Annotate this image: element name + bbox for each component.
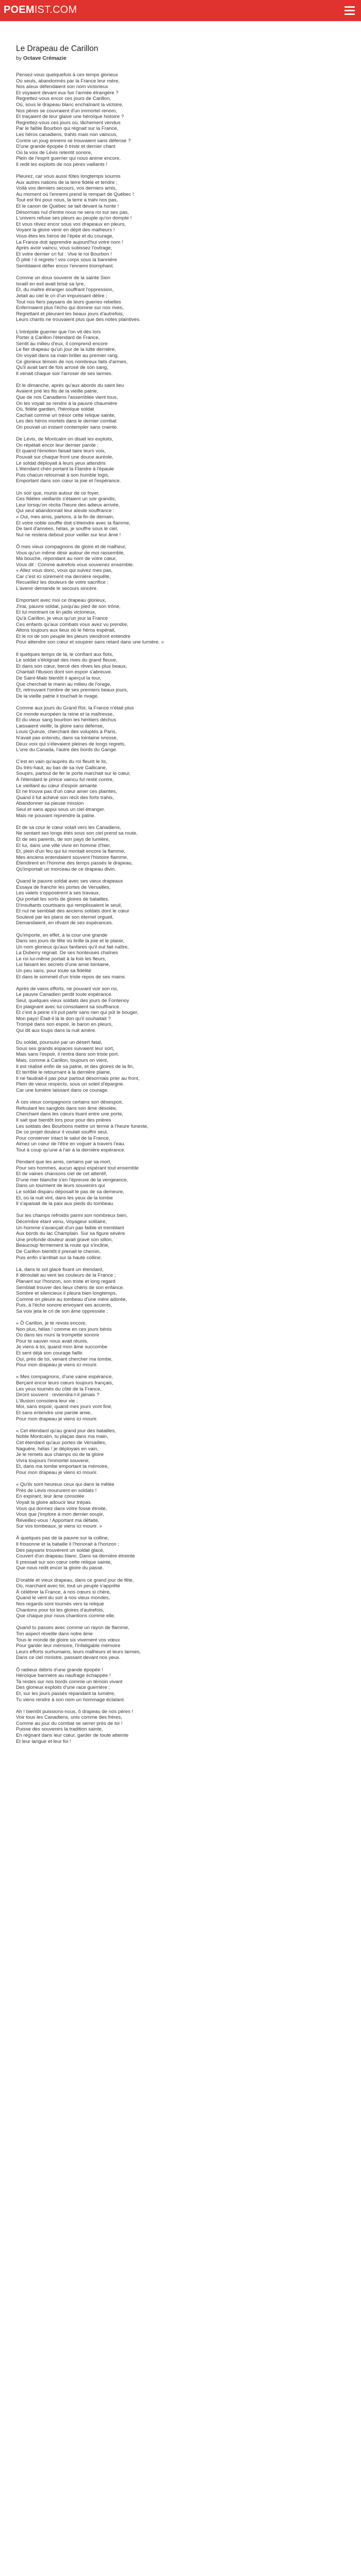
stanza [16, 383, 346, 431]
poem-line: De Carillon bientôt il prenait le chemin, [16, 1248, 101, 1255]
poem-line: Trompé dans son espoir, le baron en pleurs, [16, 1022, 113, 1028]
poem-line: Qu'importait un morceau de ce drapeau divin. [16, 866, 116, 872]
poem-line: Et ne trouva pas d'un cœur amer ces plaintes, [16, 789, 117, 795]
poem-line: En expirant, leur âme consolée [16, 1494, 85, 1500]
poem-line: Diront souvent : reviendra-t-il jamais ? [16, 1392, 100, 1398]
stanza [16, 1709, 346, 1745]
poem-line: Et vous rêvez encor sous vos drapeaux en pleurs, [16, 221, 126, 227]
poem-line: En régnant dans leur cœur, garder de toute atteinte [16, 1733, 129, 1739]
poem-line: Planant sur l'horizon, son triste et long regard [16, 1278, 116, 1284]
poem-line: Je viens à toi, quand mon âme succombe [16, 1344, 108, 1350]
poem-line: Comme au jour du combat se serrer près de toi ! [16, 1720, 123, 1726]
poem-line: Porter à Carillon l'étendard de France, [16, 335, 100, 341]
poem-line: Tout à coup qu'une à l'air à la dernière espérance. [16, 1147, 126, 1153]
poem-line: N'avait pas entendu, dans sa lointaine ivresse, [16, 735, 118, 741]
poem-line: Comme un doux souvenir de la sainte Sion [16, 275, 110, 281]
poem-line: Dans ce ciel ministre, passant devant nos yeux. [16, 1655, 121, 1661]
poem-line: Tout nos fiers paysans de leurs guerres rebelles [16, 299, 121, 305]
stanza [16, 598, 346, 646]
poem-line: Sous ses grands espaces suivaient leur sort, [16, 1045, 114, 1052]
poem-line: Et de sa cour le cœur volait vers les Canadiens, [16, 824, 121, 831]
poem-line: D'une grande épopée ô triste et dernier chant [16, 144, 116, 150]
poem-line: Et dans le sommeil d'un triste repos de ses mains. [16, 974, 126, 980]
poem-line: Couvert d'un drapeau blanc. Dans sa dernière étreinte [16, 1553, 135, 1560]
poem-line: Demandaient, en rêvant de ses espérances. [16, 920, 113, 926]
poem-line: Et terrible le retournant à la dernière plaine, [16, 1070, 111, 1076]
poem-line: Qui seul abandonnait leur aïeule souffrance : [16, 508, 114, 514]
poem-line: Étendirent en l'homme des temps passés le drapeau, [16, 860, 133, 867]
poem-line: Héroïque bannière au naufrage échappée ! [16, 1673, 111, 1679]
poem-line: Pour te sauver nous avait réunis. [16, 1338, 89, 1344]
poem-line: Il déroulait au vent les couleurs de la France ; [16, 1273, 116, 1279]
stanza [16, 1535, 346, 1571]
poem-line: Sa voix jeta le cri de son âme oppressée : [16, 1308, 108, 1314]
poem-line: Pour garder leur mémoire, l'infatigable mémoire [16, 1643, 121, 1649]
poem-line: Et, plein d'un feu qui lui montait encore la flamme, [16, 849, 125, 855]
poem-line: Ô radieux débris d'une grande épopée ! [16, 1667, 103, 1673]
poem-line: Laissaient vieillir, la gloire sans défense, [16, 723, 104, 729]
poem-line: Regrettez-vous encor ces jours de Carillon, [16, 96, 111, 102]
poem-line: À l'étendard le prince vaincu fut resté contre, [16, 777, 114, 783]
poem-line: Le soldat s'éloignait des rives du grand fleuve, [16, 657, 118, 664]
poem-line: À ces vieux compagnons certains son désespoir, [16, 1099, 123, 1106]
poem-line: Voyait la gloire adoucir leur trépas. [16, 1499, 92, 1505]
poem-line: Où, marchant avec toi, tout un peuple s'apprête [16, 1583, 120, 1589]
poem-line: « Ô Carillon, je te revois encore, [16, 1320, 87, 1327]
stanza [16, 490, 346, 538]
poem-line: Le vieillard au cœur d'espoir aimante [16, 783, 97, 789]
stanza [16, 1482, 346, 1530]
poem-line: Semblaient défier encor l'ennemi triomphant. [16, 263, 114, 269]
poem-line: L'illusion consolera leur vie ; [16, 1398, 78, 1404]
poem-line: Aimez un cœur de l'être en voguer à travers l'eau. [16, 1141, 126, 1147]
poem-line: Dans ses jours de fête où brille la joie et le plaisir, [16, 938, 125, 944]
poem-line: Puisse des souvenirs la tradition sainte, [16, 1726, 103, 1733]
poem-line: D'une mer blanche s'en l'épreuve de la vengeance, [16, 1177, 128, 1183]
stanza [16, 1428, 346, 1476]
poem-line: J'irai, pauvre soldat, jusqu'au pied de son trône, [16, 603, 121, 609]
poem-line: Ton aspect réveille dans notre âme [16, 1631, 93, 1637]
poem-line: On les voyait se rendre à la pauvre chaumière [16, 400, 118, 406]
poem-line: Qu'à Carillon, je veux qu'un jour la France [16, 616, 108, 622]
poem-line: Et le dimanche, après qu'aux abords du saint lieu [16, 382, 124, 388]
poem-line: Et, retrouvant l'ombre de ses premiers beaux jours, [16, 687, 128, 693]
poem-line: Beaucoup fermement la route qui s'incline, [16, 1243, 110, 1249]
poem-line: Emportant dans son cœur la joie et l'espérance. [16, 478, 121, 484]
poem-line: Le soldat disparu déposait le pas de sa demeure, [16, 1189, 124, 1195]
poem-line: Où, fidèle gardien, l'héroïque soldat [16, 406, 94, 413]
poem-line: Le fier drapeau qu'un jour de la lutte dernière, [16, 347, 116, 353]
poem-line: Un soir que, munis autour de ce foyer, [16, 490, 100, 496]
poem-line: L'univers refuse ses pleurs au peuple qu'on dompte ! [16, 215, 132, 222]
poem-line: Tu viens rendre à son nom un hommage éclatant. [16, 1697, 125, 1703]
poem-line: Au moment où l'ennemi prend le rempart de Québec ! [16, 191, 134, 197]
poem-line: Où seuls, abandonnés par la France leur mère, [16, 78, 120, 84]
poem-line: Et le canon de Québec se tait devant la honte ! [16, 204, 119, 210]
poem-line: Après avoir vaincu, vous subissez l'outrage, [16, 245, 112, 251]
poem-line: Cet étendard qu'aux portes de Versailles, [16, 1439, 107, 1446]
poem-line: Et voyaient devant eux fuir l'armée étrangère ? [16, 90, 119, 96]
poem-line: Décembre étant venu, Voyageur solitaire, [16, 1219, 107, 1225]
poem-line: Il sait que bientôt lors pour pour des prières [16, 1117, 111, 1123]
poem-line: Les valets s'opposèrent à ses travaux, [16, 890, 100, 896]
poem-line: Cachait comme un trésor cette relique sainte, [16, 412, 116, 418]
poem-line: Quand tu passes avec comme un rayon de flamme, [16, 1625, 129, 1631]
poem-line: Et nul ne semblait des anciens soldats dont le cœur [16, 908, 129, 914]
stanza [16, 329, 346, 377]
poem-line: Il s'apaisait de la paix aux pieds du tombeau. [16, 1201, 114, 1207]
poem-line: Sur les champs refroidis parmi son nombreux bien, [16, 1213, 128, 1219]
poem-line: Tous le monde de gloire six vivement vos vœux [16, 1637, 120, 1643]
poem-line: Comme aux jours du Grand Roi, la France n'était plus [16, 705, 134, 711]
poem-line: Avaient prié les fils de la vieille patrie, [16, 388, 99, 395]
stanza [16, 1578, 346, 1619]
poem-line: Ô mes vieux compagnons de gloire et de malheur, [16, 544, 126, 550]
poem-line: Qu'il avait tant de fois arrosé de son sang, [16, 365, 108, 371]
menu-bar-top [344, 6, 355, 8]
poem-line: À quelques pas de la pauvre sur la colline, [16, 1535, 109, 1541]
poem-line: Et sans entendre une parole amie, [16, 1410, 92, 1416]
poem-line: De ce projet douleur il voulait souffrir seul, [16, 1129, 108, 1136]
poem-line: Et de ses parents, de son pays de lumière, [16, 837, 110, 842]
poem-line: Vous que j'implore à mon dernier soupir, [16, 1512, 104, 1518]
poem-line: Par le faible Bourbon qui régnait sur la France, [16, 126, 119, 132]
poem-line: Et, du maître étranger souffrant l'oppression, [16, 287, 114, 293]
menu-bar-bottom [344, 13, 355, 15]
poem-line: Qu'importe, en effet, à la cour une grande [16, 932, 108, 938]
poem-line: Noble Montcalm, tu plaças dans ma main, [16, 1434, 108, 1440]
poem-line: Et traçaient de leur glaive une héroïque histoire ? [16, 114, 124, 120]
poem-line: Un homme s'avançait d'un pas faible et tremblant [16, 1225, 124, 1231]
stanza [16, 1625, 346, 1661]
hamburger-menu-icon[interactable] [343, 4, 356, 16]
poem-line: La France doit apprendre aujourd'hui votre nom ! [16, 239, 123, 245]
poem-line: Israël en exil avait brisé sa lyre, [16, 281, 85, 287]
poem-line: Jetait au ciel le cri d'un impuissant délire ; [16, 293, 107, 299]
poem-line: Il quelques temps de là, le confiant aux flots, [16, 651, 113, 657]
poem-line: Lui faisant les secrets d'une amie lointaine, [16, 962, 110, 968]
stanza [16, 825, 346, 873]
poem-line: Que cherchait le marin au milieu de l'orage, [16, 681, 111, 687]
poem-line: On voyait dans sa main briller au premier rang. [16, 352, 119, 359]
poem-line: Et, dans ma tombe emportant ta mémoire, [16, 1464, 109, 1470]
poem-line: Après de vains efforts, ne pouvant voir son roi, [16, 986, 118, 992]
poem-line: Que chaque jour nous chantions comme elle. [16, 1613, 116, 1619]
poem-line: Oui, près de toi, venant chercher ma tombe, [16, 1356, 113, 1362]
poem-title: Le Drapeau de Carillon [16, 44, 99, 53]
poem-line: Près de Lévis moururent en soldats ! [16, 1487, 97, 1494]
poem-line: Ce glorieux témoin de nos nombreux faits d'armes, [16, 359, 128, 365]
poem-line: Quand le vent du soir à nos vieux mondes, [16, 1595, 110, 1601]
stanza [16, 933, 346, 980]
poem-line: « Allez vous donc, vous qui suivez mes pas, [16, 568, 113, 574]
poem-line: Dans un tourment de leurs souvenirs qui [16, 1183, 105, 1189]
poem-line: Ô pitié ! ô regrets ! vos corps sous la bannière [16, 257, 117, 263]
poem-line: De Saint-Malo bientôt il aperçut la tour, [16, 675, 102, 681]
site-logo[interactable] [4, 4, 77, 16]
poem-line: Le pauvre Canadien perdit toute espérance. [16, 992, 113, 998]
poem-line: Comme on pleure au tombeau d'une mère adorée, [16, 1296, 127, 1302]
poem-line: Mais ne pouvant reprendre la patrie. [16, 812, 96, 819]
poem-line: Réveillez-vous ! Apportant ma défaite, [16, 1517, 100, 1523]
poem-line: Abandonner sa pieuse mission [16, 801, 84, 807]
poem-line: Il venait chaque soir l'arroser de ses larmes. [16, 370, 113, 377]
poem-line: Regrettant et pleurant les beaux jours d'autrefois, [16, 311, 124, 317]
byline [16, 56, 346, 61]
poem-line: Il pressait sur son cœur cette relique sainte, [16, 1559, 112, 1565]
poem-line: Seul, quelques vieux soldats des jours de Fontenoy [16, 998, 129, 1004]
poem-line: Refoulant les sanglots dans son âme désolée, [16, 1105, 118, 1111]
poem-line: Je le remets aux champs où de ta gloire [16, 1452, 104, 1458]
stanza [16, 759, 346, 819]
poem-line: De Lévis, de Montcalm on disait les exploits, [16, 436, 113, 443]
poem-line: Mais, comme à Carillon, toujours on vient, [16, 1057, 108, 1063]
stanza [16, 544, 346, 592]
poem-line: Quand le pauvre soldat avec ses vieux drapeaux [16, 878, 123, 885]
poem-line: L'intrépide guerrier que l'on vit dès lors [16, 329, 101, 335]
poem-content [16, 44, 346, 1751]
poem-line: À célébrer la France, à nos cœurs si chère, [16, 1589, 111, 1595]
poem-line: Puis enfin s'arrêtait sur la haute colline. [16, 1255, 102, 1261]
poem-line: Sentit au milieu d'eux, il comprend encore [16, 341, 108, 347]
poem-line: Il redit les exploits de nos pères vaillants ! [16, 161, 108, 167]
poem-line: Vous qui dormez dans votre fosse étroite, [16, 1505, 107, 1512]
poem-line: Ah ! bientôt puissions-nous, ô drapeau de nos pères ! [16, 1708, 134, 1715]
stanza [16, 1267, 346, 1315]
poem-line: Mon pays! Était-il là le don qu'il souhaitait ? [16, 1015, 111, 1022]
top-bar [0, 0, 361, 21]
poem-line: Regrettez-vous ces jours où, lâchement vendus [16, 120, 121, 126]
stanza [16, 1320, 346, 1368]
poem-line: Où, sous le drapeau blanc enchaînant la victoire, [16, 101, 123, 108]
poem-line: Pour attendre son cœur et soupirer sans retard dans une lumière. » [16, 639, 164, 646]
poem-line: Enfermaient plus l'écho qui domine sur nos rives, [16, 305, 124, 311]
poem-line: La Duberry régnait. De ses honteuses chaînes [16, 950, 118, 956]
poem-line: Puis chacun retournait à son humble logis, [16, 472, 109, 478]
poem-line: Les soldats des Bourbons mettre un terme à l'heure funeste, [16, 1123, 149, 1129]
poem-line: Et c'est à peine s'il put partir sans rien qui pût le bouger, [16, 1010, 139, 1016]
poem-line: Que de nos Canadiens l'assemblée vient tous, [16, 395, 118, 401]
poem-line: Soulevé par les plans de son éternel orgueil, [16, 914, 114, 920]
poem-line: Vous dit : Comme autrefois vous souvenez ensemble. [16, 562, 134, 568]
stanza [16, 1040, 346, 1093]
poem-line: Nos regards sont tournés vers ta relique [16, 1601, 104, 1607]
poem-line: Où la voix de Lévis retentit sonore, [16, 149, 92, 156]
poem-line: Qui portait les sorts de gloires de batailles. [16, 896, 109, 902]
poem-line: Quand il fut achevé son récit des forts trahis, [16, 794, 114, 801]
poem-line: Il est réalisé enfin de sa patrie, et des gloires de la fin, [16, 1063, 134, 1070]
poem-line: Du soldat, poursuivi par un désert fatal, [16, 1040, 102, 1046]
stanza [16, 705, 346, 753]
stanza [16, 1667, 346, 1703]
poem-line: D'insultants courtisans qui remplissaient le seuil, [16, 902, 122, 908]
poem-line: Désormais nul d'entre nous ne sera roi sur ses pas, [16, 209, 129, 215]
poem-line: Leurs efforts surhumains, leurs malheurs et leurs larmes, [16, 1649, 141, 1655]
poem-line: Ces fidèles vieillards s'étaient un soir grandis, [16, 496, 116, 502]
poem-line: Recueillez les douleurs de votre sacrifice ; [16, 580, 109, 586]
poem-line: Voir tous les Canadiens, unis comme des frères, [16, 1715, 122, 1721]
poem-line: Les yeux tournés du côté de la France, [16, 1386, 102, 1392]
poem-line: Allons toujours aux lieux où le héros espérait, [16, 628, 116, 634]
poem-line: Essaya de franchir les portes de Versailles, [16, 884, 111, 890]
poem-line: Non plus, hélas ! comme en ces jours bénis [16, 1326, 112, 1332]
poem-line: Chantait l'illusion dont son espoir s'abreuve. [16, 669, 112, 675]
poem-line: Soupirs, partout de fer le porte marchait sur le cœur, [16, 771, 131, 777]
poem-line: C'est en vain qu'auprès du roi fleurit le lis, [16, 759, 107, 765]
stanza [16, 652, 346, 700]
stanza [16, 878, 346, 926]
poem-line: Nos pères se couvraient d'un immortel renom, [16, 108, 117, 114]
poem-line: On répétait encor leur dernier parole ; [16, 442, 99, 448]
poem-line: Les des héros mortels dans le dernier combat [16, 418, 117, 425]
poem-line: Là, dans le sol glacé fixant un étendard, [16, 1266, 104, 1273]
menu-bar-middle [344, 10, 355, 11]
poem-line: Ma bouche, répondant au nom de votre cœur, [16, 556, 117, 562]
poem-line: Nul ne restera debout pour veiller sur leur âme ! [16, 532, 121, 538]
poem-line: Pleurez, car vous aussi fûtes longtemps soumis [16, 174, 121, 180]
poem-line: Nos aïeux défendaient son nom victorieux [16, 84, 108, 90]
poem-line: Et lui, dans une ville vivre en homme d'hier, [16, 842, 111, 849]
poem-line: Le soldat déployait à leurs yeux attendris [16, 460, 106, 466]
poem-line: Et votre noble souffle doit s'éteindre avec la flamme, [16, 520, 130, 526]
poem-line: Seul et sans appui sous un ciel étranger. [16, 807, 105, 813]
logo-main: POEM [4, 4, 35, 15]
poem-line: Que nous redit encor la gloire du passé. [16, 1565, 104, 1571]
poem-line: Berçant encor leurs cœurs toujours français, [16, 1380, 113, 1386]
poem-line: Une profonde douleur avait gravé son sillon, [16, 1236, 113, 1243]
poem-line: Et sent déjà son courage faillir. [16, 1350, 84, 1357]
poem-line: Emportant avec moi ce drapeau glorieux, [16, 598, 106, 604]
poem-line: Qui dit aux loups dans la nuit amère. [16, 1028, 96, 1033]
poem-line: Ces enfants qu'aux combats vous avez vu prendre, [16, 621, 128, 628]
logo-tld: IST.COM [34, 4, 77, 15]
poem-line: On pouvait un instant contempler sans crainte. [16, 425, 118, 431]
poem-line: Pour mon drapeau je viens ici mourir. [16, 1469, 98, 1476]
stanza [16, 1159, 346, 1207]
poem-line: Pour ses hommes, aucun appui espérant tout ensemble [16, 1165, 139, 1171]
poem-line: Sombre et silencieux il pleura bien longtemps, [16, 1291, 117, 1297]
poem-line: Puis, à l'écho sonore envoyant ses accents, [16, 1302, 112, 1309]
poem-line: L'une du Canada, l'autre des bords du Gange. [16, 747, 118, 753]
poem-line: Et dans son cœur, bercé des rêves les plus beaux, [16, 663, 127, 669]
poem-line: Car une lumière laissant dans ce courage. [16, 1087, 109, 1093]
poem-line: Naguère, hélas ! je déployais en vain, [16, 1446, 99, 1452]
poem-line: « Qu'ils sont heureux ceux qui dans la mêlée [16, 1482, 114, 1488]
poem-line: Ce monde européen la reine et la maîtresse, [16, 711, 114, 717]
poem-line: De tant d'années, hélas, je souffre sous le ciel, [16, 526, 118, 532]
poem-line: Du très-haut, au bas de sa rive Gallicane, [16, 765, 107, 771]
poem-line: Et votre dernier cri fut : Vive le roi Bourbon ! [16, 251, 112, 257]
poem-line: « Oui, mes amis, partons, à la fin de demain, [16, 514, 114, 520]
poem-line: Pensez-vous quelquefois à ces temps glorieux [16, 72, 118, 78]
poem-line: Le roi lui-même portait à la fois les fleurs, [16, 956, 106, 962]
poem-line: Les héros canadiens, trahis mais non vaincus, [16, 131, 118, 138]
poem-line: Pour mon drapeau je viens ici mourir. [16, 1362, 98, 1368]
poem-line: Et, sur les jours passés répandant ta lumière, [16, 1690, 116, 1697]
poem-line: « Mes compagnons, d'une vaine espérance, [16, 1374, 113, 1380]
stanza [16, 436, 346, 484]
poem-line: Vous qu'un même désir autour de moi rassemble, [16, 550, 125, 556]
author-link[interactable]: Octave Crémazie [23, 56, 67, 61]
poem-line: Plein de vieux respects, sous un soleil d'épargne. [16, 1081, 124, 1088]
poem-line: Ta restes sur nos bords comme un témoin vivant [16, 1679, 123, 1685]
poem-line: D'orable et vieux drapeau, dans ce grand jour de fête, [16, 1577, 134, 1583]
poem-line: Deux voix qui s'élevaient pleines de longs regrets, [16, 741, 126, 747]
poem-line: L'étendard chéri portant la Flandre à l'épaule [16, 466, 114, 472]
poem-line: Leur lorsqu'on récita l'heure des adieux arrivée, [16, 502, 120, 508]
poem-line: Ne sentant ses longs étés sous son ciel prend sa route, [16, 831, 138, 837]
poem-line: Et le roi de son peuple les pleurs viendront entendre [16, 633, 130, 639]
poem-line: Moi, sans espoir, quand mes jours vont finir, [16, 1404, 112, 1410]
poem-line: Sur vos tombeaux, je viens ici mourir. » [16, 1523, 102, 1530]
poem-line: « Cet étendard qu'au grand jour des batailles, [16, 1428, 116, 1434]
stanza [16, 1374, 346, 1422]
poem-line: Leurs chants ne trouvaient plus que des notes plaintives. [16, 317, 141, 323]
poem-line: Plein de l'esprit guerrier qui nous anime encore, [16, 156, 121, 162]
poem-line: Tout est fini pour nous, la terre a trahi nos pas, [16, 197, 118, 204]
poem-line: Des paysans trouvèrent un soldat glacé, [16, 1547, 105, 1553]
poem-line: Et lui montrant ce lin jadis victorieux, [16, 609, 96, 616]
poem-line: Pour mon drapeau je viens ici mourir. [16, 1416, 98, 1422]
poem-line: Car c'est ici sûrement ma dernière requête, [16, 573, 111, 580]
poem-line: Mais sans l'espoir, il rentra dans son triste port. [16, 1052, 119, 1058]
stanza [16, 275, 346, 323]
poem-line: Voyant la gloire venir en dépit des malheurs ! [16, 227, 115, 233]
poem-line: De la vieille patrie il touchait le rivage. [16, 693, 99, 699]
poem-line: Vous êtes les héros de l'épée et du courage, [16, 233, 114, 240]
poem-line: Et, où la nuit vint, dans les yeux de la tombe [16, 1195, 113, 1201]
poem-line: Pendant que les amis, certains par sa mort, [16, 1159, 112, 1165]
poem-line: Contre un joug ennemi se trouvaient sans défense ? [16, 138, 131, 144]
poem-line: Pouvait sur chaque front une douce auréole, [16, 454, 113, 460]
poem-line: Un peu sans, pour toute sa fidélité [16, 968, 91, 974]
poem-line: Pour conserver intact le salut de la France, [16, 1135, 110, 1141]
poem-line: Aux bords du lac Champlain. Sur sa figure sévère [16, 1231, 125, 1237]
stanza [16, 1099, 346, 1153]
stanza [16, 174, 346, 269]
poem-line: Louis Quinze, cherchant des voluptés à Paris, [16, 729, 117, 735]
stanza [16, 986, 346, 1034]
poem-line: Un nom glorieux qu'aux fanfares qu'il eut fait naître, [16, 944, 129, 950]
stanza [16, 1213, 346, 1261]
poem-line: L'avenir demande le secours sincère. [16, 586, 98, 592]
byline-prefix: by [16, 56, 22, 61]
poem-line: Des glorieux exploits d'une race guerrière ; [16, 1685, 110, 1691]
poem-line: Voilà vos derniers secours, vos derniers amis, [16, 185, 117, 192]
poem-line: Il frissonne et la bataille il l'honorait à l'horizon ; [16, 1541, 119, 1548]
poem-line: Chantons pour toi les gloires d'autrefois, [16, 1607, 104, 1613]
poem-line: Cherchant dans les cœurs lisant entre une porte, [16, 1111, 123, 1117]
stanza [16, 72, 346, 168]
poem-line: Vivra toujours l'immortel souvenir, [16, 1458, 90, 1464]
poem-line: Mes anciens entendaient souvent l'histoire flamme, [16, 854, 128, 860]
poem-line: Et du vieux sang bourbon les héritiers déchus [16, 717, 117, 723]
poem-line: En plaignant avec lui consolaient sa souffrance. [16, 1004, 121, 1010]
poem-line: Et leur langue et leur foi ! [16, 1738, 71, 1744]
poem-body [16, 72, 346, 1744]
poem-line: Aux autres nations de la terre fidèle et tendre ; [16, 179, 118, 185]
poem-line: Semblait trouver des lieux chéris de son enfance. [16, 1284, 124, 1291]
poem-line: Où dans tes murs la trompette sonore [16, 1332, 100, 1338]
poem-line: Et quand l'émotion faisait taire leurs voix, [16, 448, 106, 454]
poem-line: Il ne faudrait-il pas pour partout désormais prier au front, [16, 1075, 140, 1081]
poem-line: Et de vaines chansons ciel de cet attentif, [16, 1171, 107, 1177]
